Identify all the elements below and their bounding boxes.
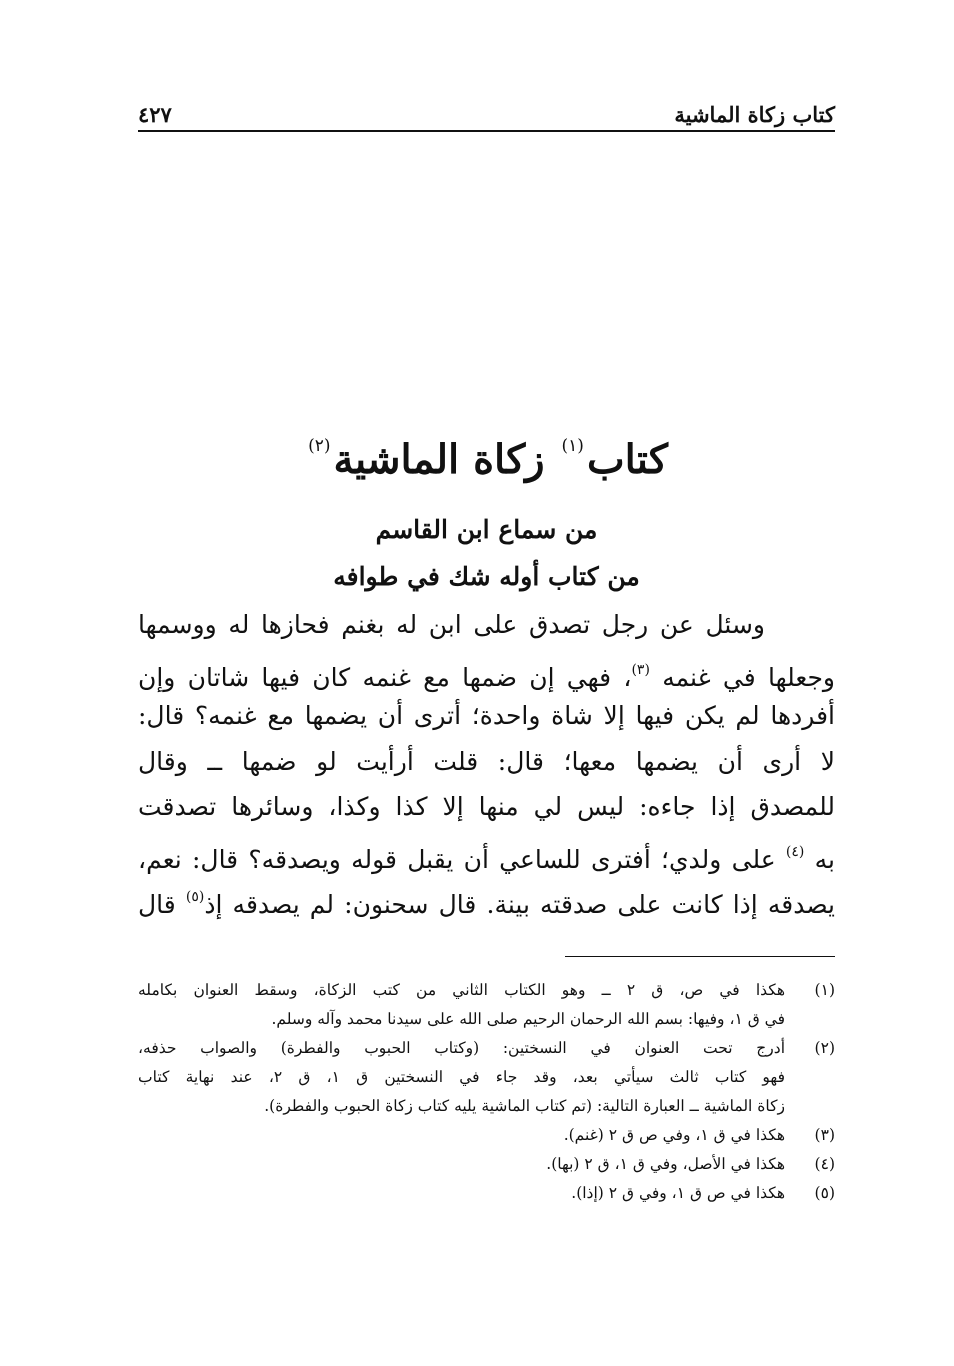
footnote-ref-4: (٤): [785, 843, 805, 860]
body-text-segment: أفردها لم يكن فيها إلا شاة واحدة؛ أترى أن يضمها مع غنمه؟ قال:: [138, 701, 835, 730]
footnote-line: في ق ١، وفيها: بسم الله الرحمان الرحيم صلى الله على سيدنا محمد وآله وسلم.: [271, 1010, 785, 1028]
header-rule: [138, 130, 835, 132]
body-text-segment: يصدقه إذا كانت على صدقته بينة. قال سحنون: لم يصدقه إذ: [204, 890, 835, 919]
body-line-4: [138, 739, 835, 785]
subtitle-sama: من سماع ابن القاسم: [375, 515, 598, 544]
footnote-ref-2: (٢): [308, 436, 331, 456]
footnote-number: (٢): [814, 1039, 835, 1057]
body-line-5: [138, 784, 835, 830]
subtitle-kitab: من كتاب أوله شك في طوافه: [333, 562, 640, 591]
body-text-segment: قال: [138, 890, 176, 919]
book-title: [138, 418, 835, 488]
footnote-line: أدرج تحت العنوان في النسختين: (وكتاب الحبوب والفطرة) والصواب حذفه،: [138, 1039, 785, 1057]
footnote-line: هكذا في ص ق ١، وفي ق ٢ (إذا).: [571, 1184, 785, 1202]
page-number: ٤٢٧: [138, 102, 172, 127]
body-text-segment: وجعلها في غنمه: [662, 662, 835, 692]
footnote-number: (١): [814, 981, 835, 999]
footnote-line: فهو كتاب ثالث سيأتي بعد، وقد جاء في النسختين ق ١، ق ٢، عند نهاية كتاب: [138, 1068, 785, 1086]
body-text-segment: به: [814, 844, 835, 874]
footnote-number: (٤): [814, 1155, 835, 1173]
running-header-title: كتاب زكاة الماشية: [674, 102, 835, 127]
body-line-3: [138, 693, 835, 739]
footnote-line: هكذا في ص، ق ٢ ــ وهو الكتاب الثاني من كتب الزكاة، وسقط العنوان بكامله: [138, 981, 785, 999]
body-text-segment: للمصدق إذا جاءه: ليس لي منها إلا كذا وكذا، وسائرها تصدقت: [138, 792, 835, 821]
footnote-separator: [565, 956, 835, 957]
footnote-2: [138, 1034, 835, 1121]
body-text-segment: وسئل عن رجل تصدق على ابن له بغنم فحازها له ووسمها: [138, 610, 765, 639]
body-line-2: [138, 648, 835, 694]
footnotes: [138, 976, 835, 1208]
footnote-line: زكاة الماشية ــ العبارة التالية: (تم كتاب الماشية يليه كتاب زكاة الحبوب والفطرة).: [264, 1097, 785, 1115]
footnote-5: [138, 1179, 835, 1208]
footnote-ref-5: (٥): [185, 889, 205, 905]
body-text-segment: لا أرى أن يضمها معها؛ قال: قلت أرأيت لو ضمها ــ وقال: [138, 746, 835, 776]
footnote-4: [138, 1150, 835, 1179]
book-title-word: كتاب: [586, 436, 668, 483]
footnote-1: [138, 976, 835, 1034]
book-title-subject: زكاة الماشية: [333, 436, 545, 483]
footnote-line: هكذا في ق ١، وفي ص ق ٢ (غنم).: [563, 1126, 785, 1144]
body-line-1: [138, 602, 835, 648]
body-text-segment: على ولدي؛ أفترى للساعي أن يقبل قوله ويصدقه؟ قال: نعم،: [138, 844, 776, 874]
running-header: [138, 93, 835, 127]
footnote-number: (٥): [814, 1184, 835, 1202]
body-text: [138, 602, 835, 921]
body-text-segment: ، فهي إن ضمها مع غنمه كان فيها شاتان وإن: [138, 662, 632, 692]
footnote-number: (٣): [814, 1126, 835, 1144]
footnote-line: هكذا في الأصل، وفي ق ١، ق ٢ (بها).: [546, 1155, 785, 1173]
body-line-7: [138, 875, 835, 921]
footnote-3: [138, 1121, 835, 1150]
body-line-6: [138, 830, 835, 876]
footnote-ref-3: (٣): [631, 661, 650, 678]
footnote-ref-1: (١): [561, 436, 584, 456]
